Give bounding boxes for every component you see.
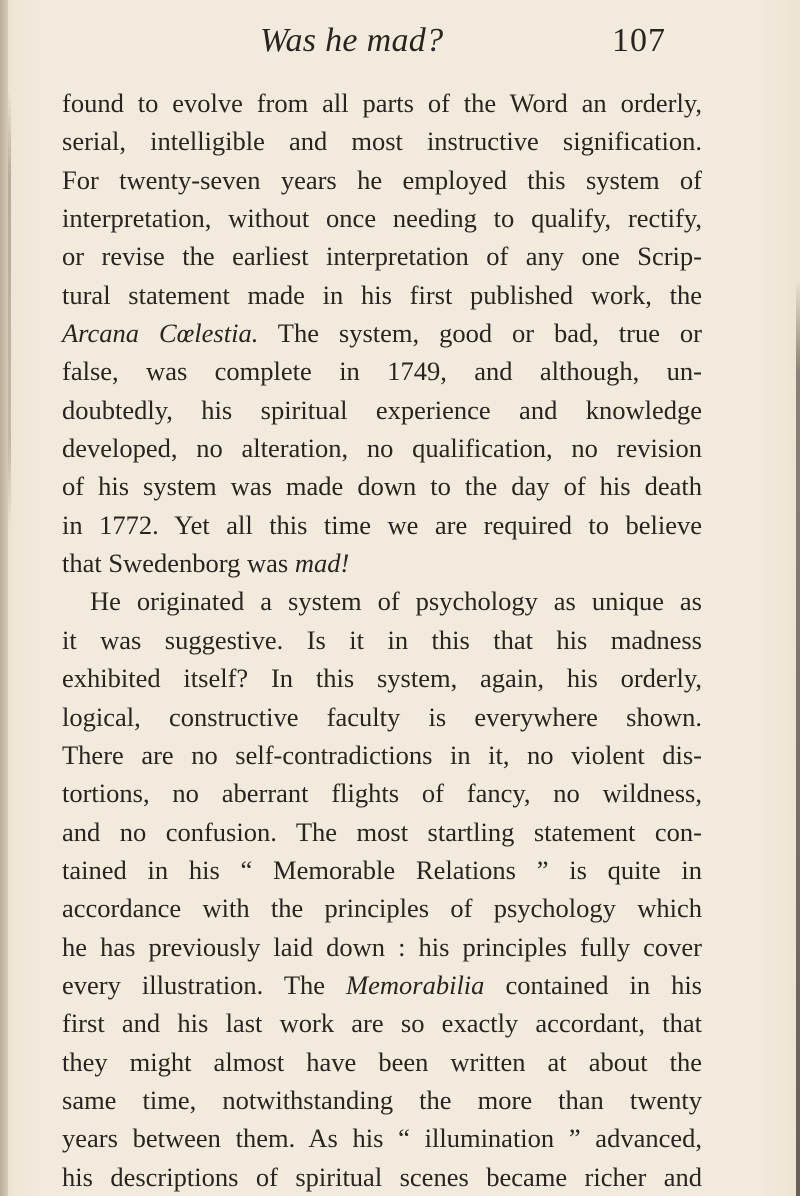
gutter-shadow [8, 90, 11, 530]
binding-gutter [0, 0, 8, 1196]
text-line [62, 966, 702, 1004]
text-line: years between them. As his “ illumination ” advanced, [62, 1123, 702, 1154]
text-fragment: that Swedenborg was [62, 548, 289, 579]
text-line: his descriptions of spiritual scenes became richer and [62, 1161, 702, 1192]
text-line: logical, constructive faculty is everywhere shown. [62, 701, 702, 732]
text-line: interpretation, without once needing to qualify, rectify, [62, 203, 702, 234]
body-text [62, 84, 702, 1196]
text-line: accordance with the principles of psychology which [62, 893, 702, 924]
text-line: found to evolve from all parts of the Word an orderly, [62, 88, 702, 118]
text-line: serial, intelligible and most instructive signification. [62, 126, 702, 157]
text-line [62, 544, 702, 582]
text-line: For twenty-seven years he employed this system of [62, 164, 702, 195]
text-line: tained in his “ Memorable Relations ” is quite in [62, 854, 702, 885]
text-line [62, 314, 702, 352]
text-line: it was suggestive. Is it in this that his madness [62, 624, 702, 655]
text-line: he has previously laid down : his principles fully cover [62, 931, 702, 962]
text-fragment: The system, good or bad, true or [277, 318, 702, 349]
running-title: Was he mad? [260, 22, 444, 59]
text-line: or revise the earliest interpretation of any one Scrip- [62, 241, 702, 272]
page-number: 107 [612, 22, 666, 59]
text-line: of his system was made down to the day of his death [62, 471, 702, 502]
italic-title-arcana: Arcana Cœlestia. [62, 318, 259, 349]
text-line: first and his last work are so exactly accordant, that [62, 1008, 702, 1039]
text-line: doubtedly, his spiritual experience and knowledge [62, 394, 702, 425]
text-line: false, was complete in 1749, and although, un- [62, 356, 702, 387]
text-line: There are no self-contradictions in it, no violent dis- [62, 739, 702, 770]
running-head [0, 22, 800, 72]
text-line: in 1772. Yet all this time we are required to believe [62, 509, 702, 540]
text-fragment: contained in his [505, 969, 702, 1000]
text-fragment: every illustration. The [62, 969, 326, 1000]
text-line: He originated a system of psychology as unique as [90, 586, 702, 617]
text-line: same time, notwithstanding the more than twenty [62, 1084, 702, 1115]
italic-memorabilia: Memorabilia [346, 969, 485, 1000]
text-line: tural statement made in his first published work, the [62, 279, 702, 310]
text-line: and no confusion. The most startling statement con- [62, 816, 702, 847]
text-line: exhibited itself? In this system, again, his orderly, [62, 663, 702, 694]
text-line: developed, no alteration, no qualification, no revision [62, 433, 702, 464]
text-line: tortions, no aberrant flights of fancy, no wildness, [62, 778, 702, 809]
italic-mad: mad! [294, 548, 350, 579]
page-edge-shadow [796, 280, 800, 1196]
text-line: they might almost have been written at about the [62, 1046, 702, 1077]
